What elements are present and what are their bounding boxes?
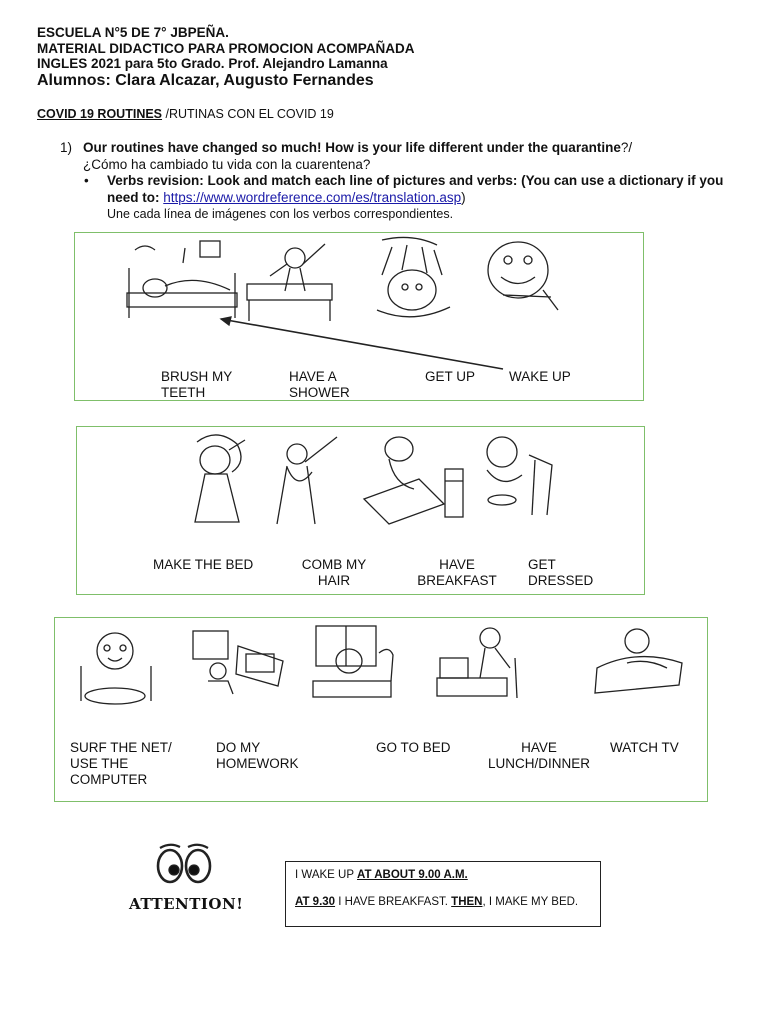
note-l1-pre: I WAKE UP xyxy=(295,869,357,881)
students: Alumnos: Clara Alcazar, Augusto Fernandes xyxy=(37,72,374,89)
label-have-lunch-dinner: HAVE LUNCH/DINNER xyxy=(487,740,590,771)
label-have-a-shower: HAVE A SHOWER xyxy=(289,369,350,400)
note-line-2 xyxy=(295,896,578,908)
having-breakfast-picture xyxy=(477,430,557,520)
question-1 xyxy=(60,139,740,173)
note-l2-mid: I HAVE BREAKFAST. xyxy=(335,896,452,908)
course-info: INGLES 2021 para 5to Grado. Prof. Alejandro Lamanna xyxy=(37,56,388,71)
doing-homework-picture xyxy=(311,623,401,701)
school-name: ESCUELA N°5 DE 7° JBPEÑA. xyxy=(37,25,229,40)
note-l1-time: AT ABOUT 9.00 A.M. xyxy=(357,869,468,881)
note-l2-end: , I MAKE MY BED. xyxy=(482,896,579,908)
eyes-icon xyxy=(154,840,214,890)
going-to-bed-picture xyxy=(587,623,687,698)
section-title xyxy=(37,107,334,121)
note-line-1 xyxy=(295,869,468,881)
instruction-text: Verbs revision: Look and match each line of pictures and verbs: (You can use a dictionary if you need to xyxy=(107,173,724,205)
dictionary-link[interactable]: https://www.wordreference.com/es/translation.asp xyxy=(163,189,462,205)
note-l2-time: AT 9.30 xyxy=(295,896,336,908)
label-get-dressed: GET DRESSED xyxy=(528,557,594,588)
question-es: ¿Cómo ha cambiado tu vida con la cuarentena? xyxy=(83,157,371,172)
label-get-up: GET UP xyxy=(425,369,476,384)
instruction-colon: : xyxy=(155,189,164,205)
label-brush-my-teeth: BRUSH MY TEETH xyxy=(161,369,233,400)
getting-dressed-picture xyxy=(267,432,347,527)
combing-hair-picture xyxy=(177,432,257,527)
bullet-instruction xyxy=(84,173,724,223)
bullet-icon: • xyxy=(84,173,89,188)
watching-tv-picture xyxy=(188,626,288,696)
note-l2-then: THEN xyxy=(451,896,483,908)
title-en: COVID 19 ROUTINES xyxy=(37,107,163,121)
example-note xyxy=(285,861,601,927)
label-make-the-bed: MAKE THE BED xyxy=(153,557,254,572)
instruction-close: ) xyxy=(461,189,466,205)
label-surf-the-net: SURF THE NET/ USE THE COMPUTER xyxy=(70,740,172,787)
instruction-es: Une cada línea de imágenes con los verbos correspondientes. xyxy=(107,207,454,221)
match-box-1 xyxy=(74,232,644,401)
using-computer-picture xyxy=(435,623,535,703)
label-watch-tv: WATCH TV xyxy=(610,740,679,755)
label-go-to-bed: GO TO BED xyxy=(376,740,451,755)
label-comb-my-hair: COMB MY HAIR xyxy=(301,557,367,588)
making-bed-picture xyxy=(359,429,467,527)
material-title: MATERIAL DIDACTICO PARA PROMOCION ACOMPAÑADA xyxy=(37,41,415,56)
match-box-3 xyxy=(54,617,708,802)
label-do-my-homework: DO MY HOMEWORK xyxy=(216,740,299,771)
eating-lunch-picture xyxy=(73,626,158,711)
title-es: /RUTINAS CON EL COVID 19 xyxy=(162,107,334,121)
label-wake-up: WAKE UP xyxy=(509,369,571,384)
label-have-breakfast: HAVE BREAKFAST xyxy=(417,557,497,588)
attention-label: ATTENTION! xyxy=(129,895,244,913)
match-box-2 xyxy=(76,426,645,595)
question-tail: ?/ xyxy=(620,140,633,155)
question-text: Our routines have changed so much! How is your life different under the quarantine xyxy=(83,140,621,155)
question-number: 1) xyxy=(60,140,73,155)
